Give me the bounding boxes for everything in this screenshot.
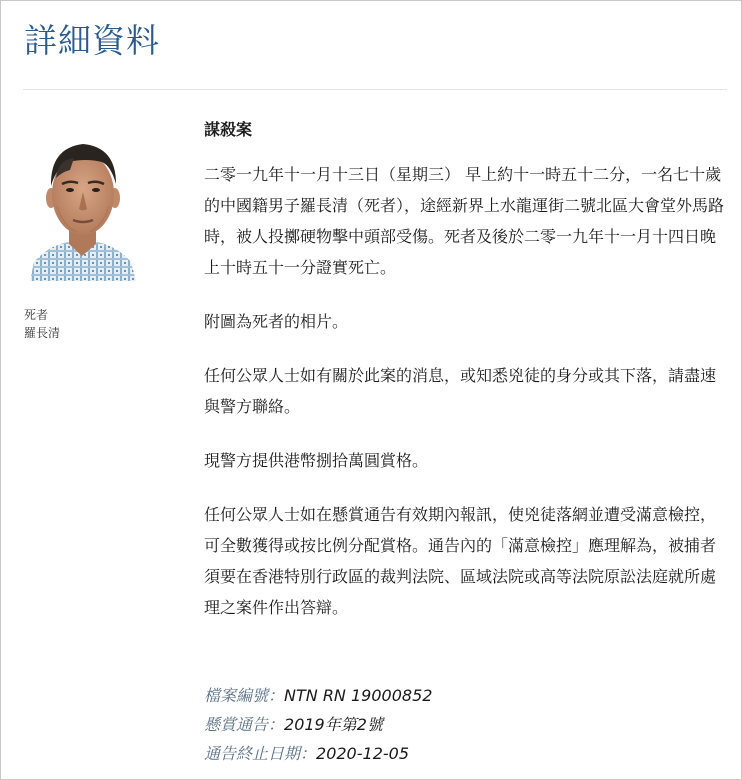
case-paragraph: 任何公眾人士如有關於此案的消息，或知悉兇徒的身分或其下落，請盡速與警方聯絡。 <box>204 366 717 416</box>
case-title: 謀殺案 <box>204 120 253 139</box>
reward-notice-value: 2019年第2號 <box>284 715 383 734</box>
file-number-row <box>204 681 432 710</box>
caption-name: 羅長清 <box>24 326 61 340</box>
expiry-date-value: 2020-12-05 <box>316 744 409 763</box>
page-title: 詳細資料 <box>24 21 160 60</box>
expiry-date-label: 通告終止日期： <box>204 744 317 763</box>
victim-photo <box>24 114 141 281</box>
expiry-date-row <box>204 739 432 768</box>
file-number-value: NTN RN 19000852 <box>284 686 433 705</box>
case-paragraph: 二零一九年十一月十三日（星期三） 早上約十一時五十二分，一名七十歲的中國籍男子羅長清（死者），途經新界上水龍運街二號北區大會堂外馬路時，被人投擲硬物擊中頭部受傷。死者及後於二零一九年十一月十四日晚上十時五十一分證實死亡。 <box>204 165 725 277</box>
title-divider <box>23 89 727 90</box>
case-paragraph: 現警方提供港幣捌拾萬圓賞格。 <box>204 451 429 470</box>
case-paragraph: 任何公眾人士如在懸賞通告有效期內報訊，使兇徒落網並遭受滿意檢控，可全數獲得或按比例分配賞格。通告內的「滿意檢控」應理解為，被捕者須要在香港特別行政區的裁判法院、區域法院或高等法院原訟法庭就所處理之案件作出答辯。 <box>204 505 717 617</box>
case-content <box>204 119 728 646</box>
case-paragraph: 附圖為死者的相片。 <box>204 312 349 331</box>
reward-notice-label: 懸賞通告： <box>204 715 285 734</box>
photo-caption <box>24 306 60 342</box>
reward-notice-row <box>204 710 432 739</box>
case-meta <box>204 681 432 768</box>
caption-role: 死者 <box>24 308 49 322</box>
file-number-label: 檔案編號： <box>204 686 285 705</box>
